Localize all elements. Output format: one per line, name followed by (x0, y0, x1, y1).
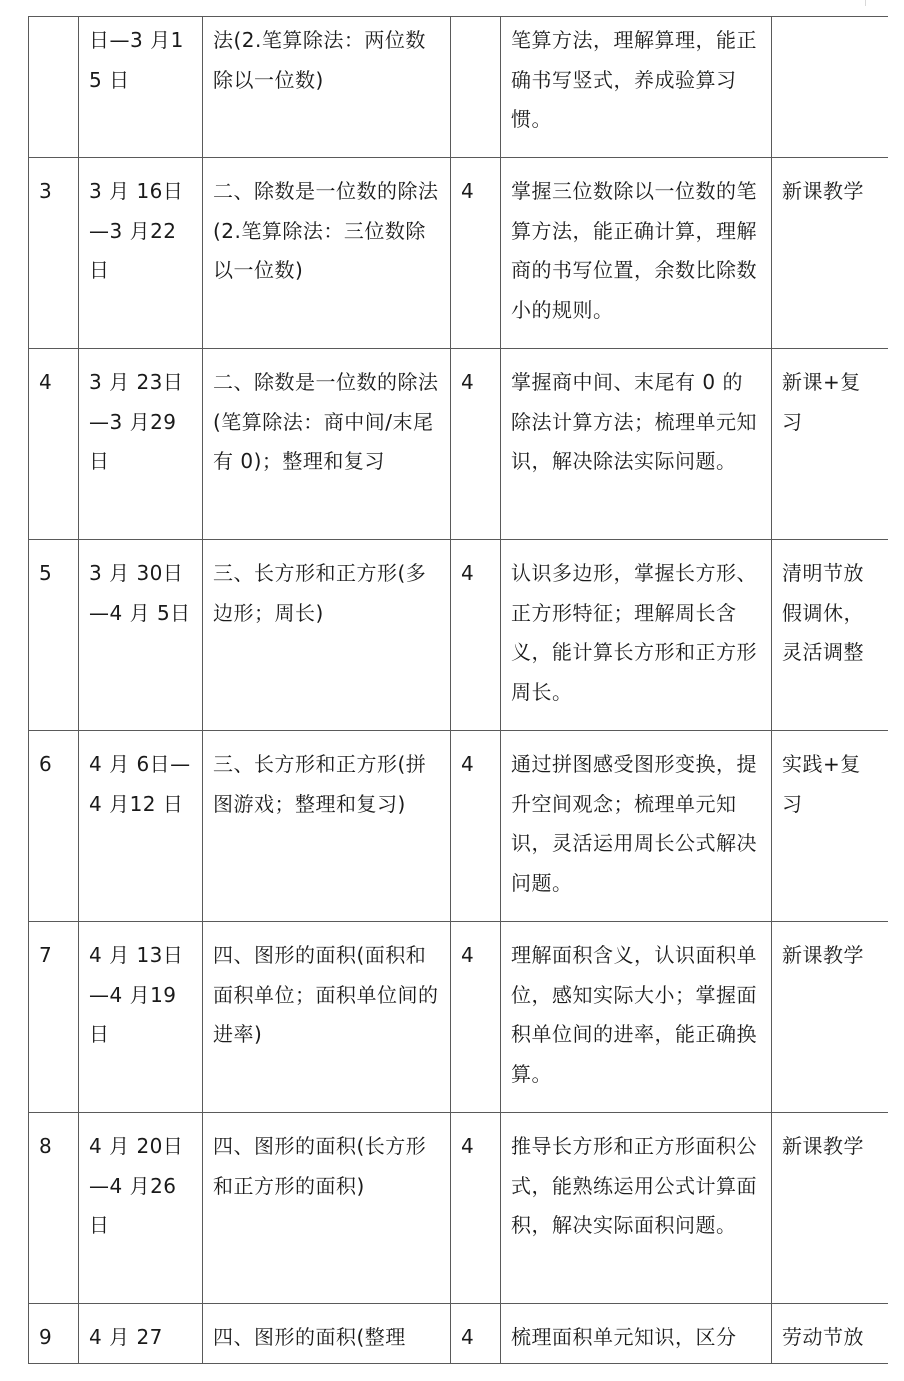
notes-cell: 实践+复习 (772, 731, 889, 922)
teaching-content-cell: 三、长方形和正方形(多边形；周长) (203, 540, 451, 731)
class-hours-cell: 4 (451, 731, 501, 922)
teaching-content-cell: 法(2.笔算除法：两位数除以一位数) (203, 17, 451, 158)
table-row (29, 731, 889, 922)
week-number-cell: 3 (29, 158, 79, 349)
class-hours-cell: 4 (451, 1113, 501, 1304)
teaching-content-cell: 四、图形的面积(面积和面积单位；面积单位间的进率) (203, 922, 451, 1113)
date-range-cell: 4 月 20日—4 月26 日 (79, 1113, 203, 1304)
week-number-cell (29, 17, 79, 158)
class-hours-cell: 4 (451, 922, 501, 1113)
week-number-cell: 4 (29, 349, 79, 540)
date-range-cell: 4 月 27 (79, 1304, 203, 1364)
notes-cell: 劳动节放 (772, 1304, 889, 1364)
teaching-content-cell: 三、长方形和正方形(拼图游戏；整理和复习) (203, 731, 451, 922)
date-range-cell: 4 月 6日—4 月12 日 (79, 731, 203, 922)
teaching-goals-cell: 笔算方法，理解算理，能正确书写竖式，养成验算习惯。 (501, 17, 772, 158)
week-number-cell: 6 (29, 731, 79, 922)
date-range-cell: 4 月 13日—4 月19 日 (79, 922, 203, 1113)
date-range-cell: 日—3 月15 日 (79, 17, 203, 158)
page-corner-mark (865, 0, 876, 6)
notes-cell: 新课+复习 (772, 349, 889, 540)
date-range-cell: 3 月 23日—3 月29 日 (79, 349, 203, 540)
teaching-goals-cell: 掌握三位数除以一位数的笔算方法，能正确计算，理解商的书写位置，余数比除数小的规则。 (501, 158, 772, 349)
notes-cell: 新课教学 (772, 158, 889, 349)
teaching-goals-cell: 认识多边形，掌握长方形、正方形特征；理解周长含义，能计算长方形和正方形周长。 (501, 540, 772, 731)
teaching-content-cell: 四、图形的面积(长方形和正方形的面积) (203, 1113, 451, 1304)
table-row (29, 349, 889, 540)
week-number-cell: 7 (29, 922, 79, 1113)
teaching-schedule-table (28, 16, 888, 1364)
teaching-content-cell: 二、除数是一位数的除法(2.笔算除法：三位数除以一位数) (203, 158, 451, 349)
notes-cell: 清明节放假调休，灵活调整 (772, 540, 889, 731)
class-hours-cell: 4 (451, 540, 501, 731)
table-row (29, 540, 889, 731)
teaching-goals-cell: 理解面积含义，认识面积单位，感知实际大小；掌握面积单位间的进率，能正确换算。 (501, 922, 772, 1113)
notes-cell (772, 17, 889, 158)
notes-cell: 新课教学 (772, 1113, 889, 1304)
week-number-cell: 5 (29, 540, 79, 731)
week-number-cell: 8 (29, 1113, 79, 1304)
date-range-cell: 3 月 16日—3 月22 日 (79, 158, 203, 349)
date-range-cell: 3 月 30日—4 月 5日 (79, 540, 203, 731)
teaching-goals-cell: 掌握商中间、末尾有 0 的除法计算方法；梳理单元知识，解决除法实际问题。 (501, 349, 772, 540)
teaching-goals-cell: 梳理面积单元知识，区分 (501, 1304, 772, 1364)
class-hours-cell (451, 17, 501, 158)
document-page (28, 16, 888, 1364)
class-hours-cell: 4 (451, 158, 501, 349)
table-row (29, 17, 889, 158)
teaching-goals-cell: 通过拼图感受图形变换，提升空间观念；梳理单元知识，灵活运用周长公式解决问题。 (501, 731, 772, 922)
week-number-cell: 9 (29, 1304, 79, 1364)
teaching-content-cell: 二、除数是一位数的除法(笔算除法：商中间/末尾有 0)；整理和复习 (203, 349, 451, 540)
notes-cell: 新课教学 (772, 922, 889, 1113)
table-row (29, 158, 889, 349)
class-hours-cell: 4 (451, 349, 501, 540)
table-row (29, 1113, 889, 1304)
teaching-content-cell: 四、图形的面积(整理 (203, 1304, 451, 1364)
teaching-goals-cell: 推导长方形和正方形面积公式，能熟练运用公式计算面积，解决实际面积问题。 (501, 1113, 772, 1304)
table-row (29, 1304, 889, 1364)
table-row (29, 922, 889, 1113)
class-hours-cell: 4 (451, 1304, 501, 1364)
